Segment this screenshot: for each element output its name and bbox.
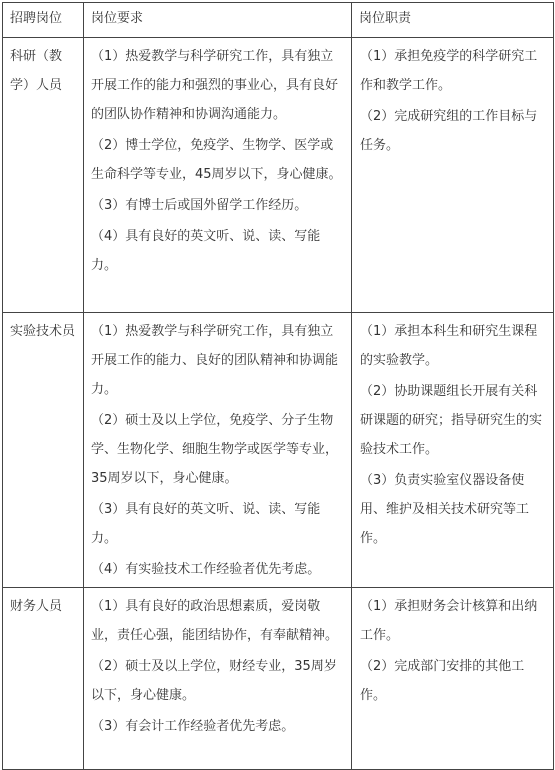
- requirement-item: （3）有会计工作经验者优先考虑。: [91, 719, 295, 734]
- duties-cell: [352, 38, 554, 313]
- requirement-item: （2）硕士及以上学位，财经专业，35周岁以下，身心健康。: [91, 659, 337, 703]
- position-cell: [3, 38, 84, 313]
- duty-item: （1）承担免疫学的科学研究工作和教学工作。: [360, 49, 538, 93]
- requirement-item: （4）有实验技术工作经验者优先考虑。: [91, 562, 321, 577]
- requirement-item: （2）博士学位，免疫学、生物学、医学或生命科学等专业，45周岁以下，身心健康。: [91, 138, 342, 182]
- position-label: 科研（教学）人员: [10, 49, 63, 93]
- position-cell: [3, 313, 84, 588]
- table-row: [3, 588, 554, 770]
- recruitment-table: [2, 2, 554, 770]
- duty-item: （1）承担财务会计核算和出纳工作。: [360, 599, 538, 643]
- duty-item: （1）承担本科生和研究生课程的实验教学。: [360, 324, 538, 368]
- requirement-item: （4）具有良好的英文听、说、读、写能力。: [91, 229, 321, 273]
- requirements-cell: [84, 38, 352, 313]
- header-position-label: 招聘岗位: [10, 11, 63, 26]
- duty-item: （2）完成部门安排的其他工作。: [360, 659, 525, 703]
- header-duties-label: 岗位职责: [359, 11, 412, 26]
- duty-item: （2）完成研究组的工作目标与任务。: [360, 109, 538, 153]
- requirement-item: （1）具有良好的政治思想素质，爱岗敬业，责任心强，能团结协作，有奉献精神。: [91, 599, 339, 643]
- requirements-cell: [84, 588, 352, 770]
- requirement-item: （2）硕士及以上学位，免疫学、分子生物学、生物化学、细胞生物学或医学等专业，35周岁以下，身心健康。: [91, 413, 339, 486]
- requirement-item: （3）具有良好的英文听、说、读、写能力。: [91, 502, 321, 546]
- header-duties: [352, 3, 554, 38]
- requirement-item: （1）热爱教学与科学研究工作，具有独立开展工作的能力和强烈的事业心，具有良好的团队协作精神和协调沟通能力。: [91, 49, 339, 122]
- requirements-cell: [84, 313, 352, 588]
- header-requirements: [84, 3, 352, 38]
- position-label: 实验技术员: [10, 324, 76, 339]
- requirement-item: （1）热爱教学与科学研究工作，具有独立开展工作的能力、良好的团队精神和协调能力。: [91, 324, 339, 397]
- table-row: [3, 38, 554, 313]
- position-cell: [3, 588, 84, 770]
- duties-cell: [352, 313, 554, 588]
- duties-cell: [352, 588, 554, 770]
- position-label: 财务人员: [10, 599, 63, 614]
- duty-item: （3）负责实验室仪器设备使用、维护及相关技术研究等工作。: [360, 473, 530, 546]
- table-header-row: [3, 3, 554, 38]
- requirement-item: （3）有博士后或国外留学工作经历。: [91, 198, 308, 213]
- table-row: [3, 313, 554, 588]
- header-position: [3, 3, 84, 38]
- duty-item: （2）协助课题组长开展有关科研课题的研究；指导研究生的实验技术工作。: [360, 384, 543, 457]
- header-requirements-label: 岗位要求: [91, 11, 144, 26]
